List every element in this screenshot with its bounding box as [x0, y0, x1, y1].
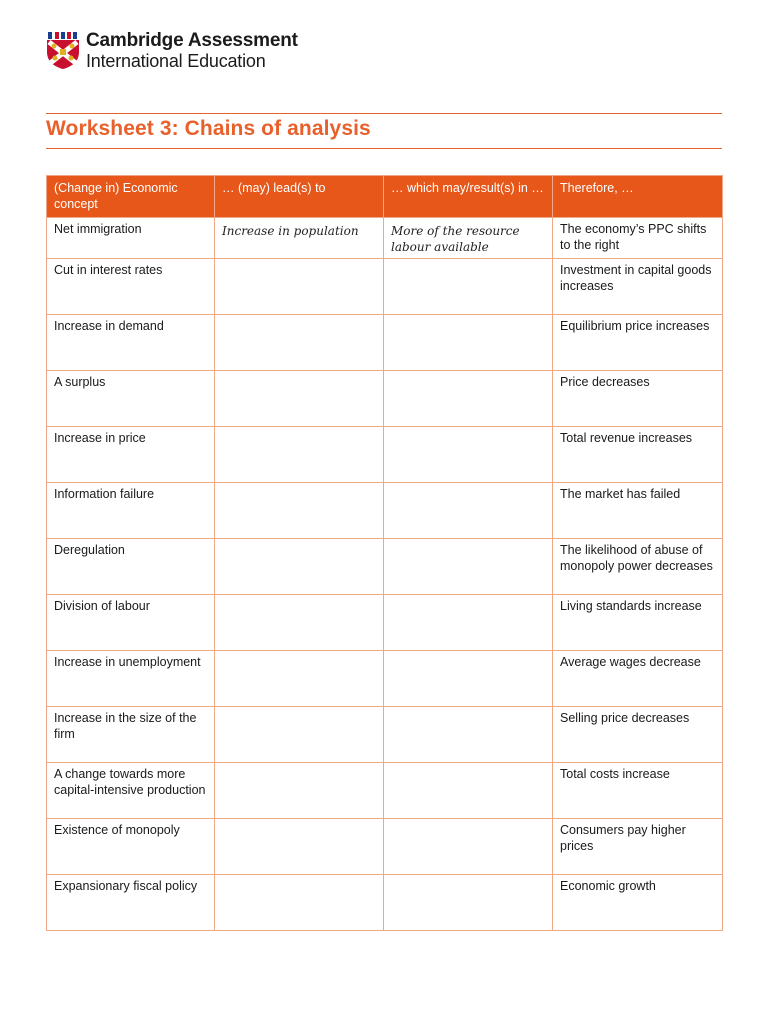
leads-to-cell[interactable] — [215, 371, 384, 427]
leads-to-cell[interactable] — [215, 259, 384, 315]
results-in-cell[interactable] — [384, 875, 553, 931]
therefore-cell: Total revenue increases — [553, 427, 723, 483]
cambridge-shield-icon — [46, 30, 80, 70]
therefore-cell: Price decreases — [553, 371, 723, 427]
worksheet-title: Worksheet 3: Chains of analysis — [46, 117, 371, 140]
table-row — [47, 539, 723, 595]
leads-to-cell[interactable] — [215, 763, 384, 819]
table-row — [47, 875, 723, 931]
results-in-cell[interactable] — [384, 651, 553, 707]
therefore-cell: The market has failed — [553, 483, 723, 539]
therefore-cell: Economic growth — [553, 875, 723, 931]
header-therefore: Therefore, … — [553, 176, 723, 218]
therefore-cell: Average wages decrease — [553, 651, 723, 707]
results-in-cell[interactable] — [384, 259, 553, 315]
concept-cell: Division of labour — [47, 595, 215, 651]
table-row — [47, 427, 723, 483]
concept-cell: Increase in price — [47, 427, 215, 483]
results-in-cell[interactable] — [384, 218, 553, 259]
results-in-cell[interactable] — [384, 763, 553, 819]
therefore-cell: Equilibrium price increases — [553, 315, 723, 371]
concept-cell: Existence of monopoly — [47, 819, 215, 875]
therefore-cell: Living standards increase — [553, 595, 723, 651]
therefore-cell: The likelihood of abuse of monopoly power decreases — [553, 539, 723, 595]
header-leads-to: … (may) lead(s) to — [215, 176, 384, 218]
table-row — [47, 763, 723, 819]
table-row — [47, 371, 723, 427]
leads-to-cell[interactable] — [215, 819, 384, 875]
brand-subname: International Education — [86, 50, 266, 71]
cambridge-logo — [46, 30, 298, 70]
table-row — [47, 483, 723, 539]
header-results-in: … which may/result(s) in … — [384, 176, 553, 218]
results-in-cell[interactable] — [384, 539, 553, 595]
results-in-cell[interactable] — [384, 819, 553, 875]
brand-name: Cambridge Assessment — [86, 29, 298, 51]
concept-cell: Net immigration — [47, 218, 215, 259]
table-row — [47, 259, 723, 315]
table-row — [47, 651, 723, 707]
table-row — [47, 218, 723, 259]
leads-to-cell[interactable] — [215, 651, 384, 707]
leads-to-cell[interactable] — [215, 483, 384, 539]
therefore-cell: Total costs increase — [553, 763, 723, 819]
concept-cell: Increase in the size of the firm — [47, 707, 215, 763]
table-header-row — [47, 176, 723, 218]
handwritten-answer: Increase in population — [222, 224, 359, 238]
results-in-cell[interactable] — [384, 427, 553, 483]
leads-to-cell[interactable] — [215, 875, 384, 931]
concept-cell: Increase in demand — [47, 315, 215, 371]
results-in-cell[interactable] — [384, 371, 553, 427]
concept-cell: Cut in interest rates — [47, 259, 215, 315]
results-in-cell[interactable] — [384, 707, 553, 763]
chains-of-analysis-table — [46, 175, 723, 931]
concept-cell: Expansionary fiscal policy — [47, 875, 215, 931]
leads-to-cell[interactable] — [215, 218, 384, 259]
concept-cell: Deregulation — [47, 539, 215, 595]
therefore-cell: Selling price decreases — [553, 707, 723, 763]
concept-cell: Increase in unemployment — [47, 651, 215, 707]
concept-cell: A change towards more capital-intensive production — [47, 763, 215, 819]
title-bottom-rule — [46, 148, 722, 149]
results-in-cell[interactable] — [384, 315, 553, 371]
results-in-cell[interactable] — [384, 595, 553, 651]
table-row — [47, 315, 723, 371]
concept-cell: A surplus — [47, 371, 215, 427]
leads-to-cell[interactable] — [215, 539, 384, 595]
title-top-rule — [46, 113, 722, 114]
leads-to-cell[interactable] — [215, 315, 384, 371]
table-row — [47, 707, 723, 763]
leads-to-cell[interactable] — [215, 427, 384, 483]
header-economic-concept: (Change in) Economic concept — [47, 176, 215, 218]
handwritten-answer: More of the resource labour available — [391, 224, 520, 254]
leads-to-cell[interactable] — [215, 707, 384, 763]
results-in-cell[interactable] — [384, 483, 553, 539]
concept-cell: Information failure — [47, 483, 215, 539]
therefore-cell: Consumers pay higher prices — [553, 819, 723, 875]
therefore-cell: Investment in capital goods increases — [553, 259, 723, 315]
table-row — [47, 819, 723, 875]
therefore-cell: The economy’s PPC shifts to the right — [553, 218, 723, 259]
table-row — [47, 595, 723, 651]
leads-to-cell[interactable] — [215, 595, 384, 651]
